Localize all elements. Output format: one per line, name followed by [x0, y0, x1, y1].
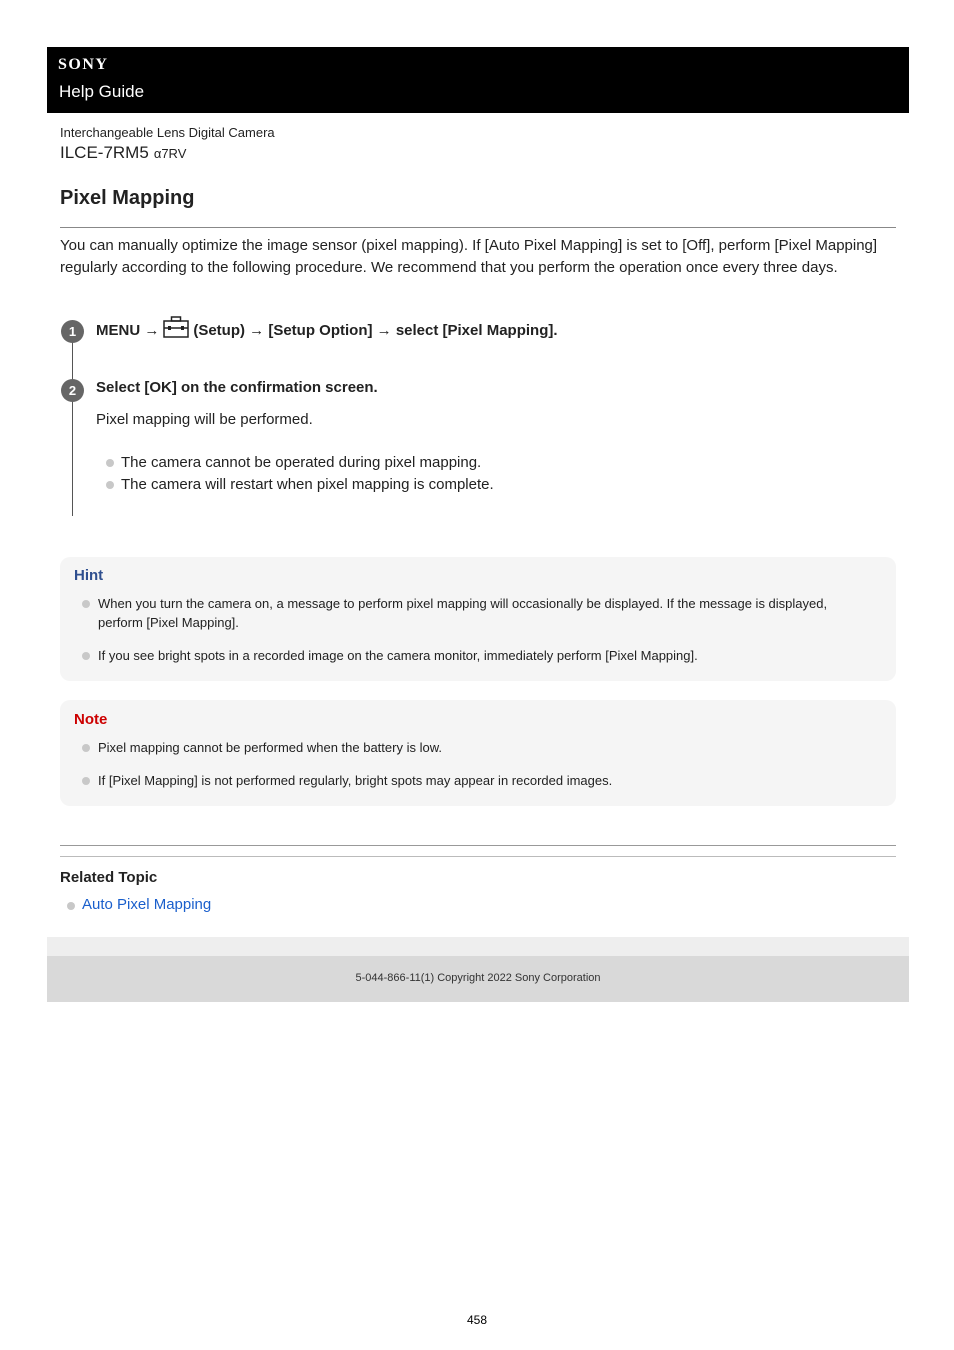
related-divider-top: [60, 845, 896, 846]
bullet-dot-icon: [82, 744, 90, 752]
note-title: Note: [74, 711, 108, 728]
step-connector-line: [72, 332, 73, 516]
list-item: If you see bright spots in a recorded image on the camera monitor, immediately perform [Pixel Mapping].: [82, 646, 872, 665]
step-1-instruction: [96, 320, 558, 342]
bullet-dot-icon: [67, 902, 75, 910]
title-divider: [60, 227, 896, 228]
related-topic-heading: Related Topic: [60, 869, 158, 886]
intro-paragraph: You can manually optimize the image sensor (pixel mapping). If [Auto Pixel Mapping] is set to [Off], perform [Pixel Mapping] regularly according to the following procedure. We recommend that you perform the operation once every three days.: [60, 237, 878, 276]
help-guide-title: Help Guide: [59, 82, 145, 101]
hint-box: [60, 557, 896, 681]
footer-bar: [47, 956, 909, 1002]
list-item: Pixel mapping cannot be performed when the battery is low.: [82, 738, 872, 757]
step-1-path-text: (Setup) → [Setup Option] → select [Pixel Mapping].: [193, 321, 558, 339]
related-divider-bottom: [60, 856, 896, 857]
model-subname: α7RV: [153, 146, 187, 161]
product-line: Interchangeable Lens Digital Camera: [60, 125, 275, 140]
model-number: ILCE-7RM5: [60, 143, 149, 162]
note-box: [60, 700, 896, 806]
list-item: If [Pixel Mapping] is not performed regularly, bright spots may appear in recorded images.: [82, 771, 872, 790]
hint-title: Hint: [74, 567, 104, 584]
setup-toolbox-icon: [163, 316, 189, 342]
list-item: The camera will restart when pixel mapping is complete.: [106, 474, 494, 496]
step-2-body: Pixel mapping will be performed.: [96, 411, 313, 428]
page-number: 458: [466, 1313, 488, 1327]
footer-top-band: [47, 937, 909, 956]
step-number-2: 2: [61, 379, 84, 402]
header-bar: [47, 47, 909, 113]
copyright-text: 5-044-866-11(1) Copyright 2022 Sony Corporation: [355, 972, 601, 984]
bullet-dot-icon: [82, 600, 90, 608]
step-2-bullets: [106, 452, 494, 496]
page-title: Pixel Mapping: [60, 187, 195, 209]
model-name: [60, 143, 186, 163]
bullet-dot-icon: [106, 459, 114, 467]
bullet-dot-icon: [106, 481, 114, 489]
hint-list: [82, 594, 872, 665]
bullet-dot-icon: [82, 652, 90, 660]
list-item: When you turn the camera on, a message to perform pixel mapping will occasionally be displayed. If the message is displayed, perform [Pixel Mapping].: [82, 594, 872, 632]
step-number-1: 1: [61, 320, 84, 343]
list-item: The camera cannot be operated during pixel mapping.: [106, 452, 494, 474]
sony-logo: SONY: [58, 56, 109, 73]
bullet-dot-icon: [82, 777, 90, 785]
step-2-instruction: Select [OK] on the confirmation screen.: [96, 379, 378, 396]
note-list: [82, 738, 872, 790]
step-1-menu-text: MENU →: [96, 321, 160, 339]
related-link-auto-pixel-mapping[interactable]: Auto Pixel Mapping: [67, 896, 211, 913]
